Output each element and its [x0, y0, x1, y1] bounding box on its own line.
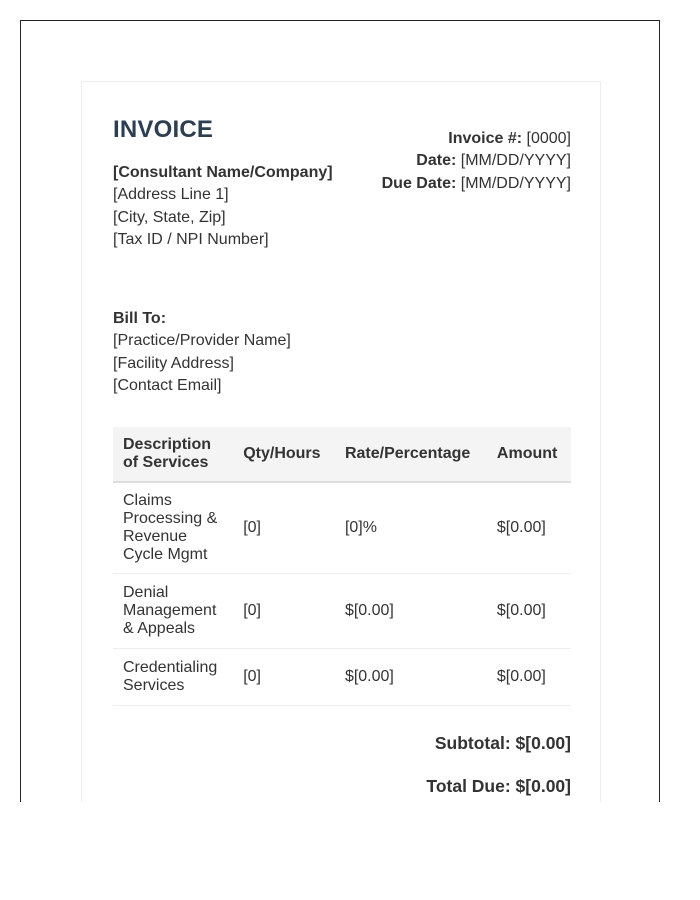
- header-amount: Amount: [487, 427, 571, 482]
- consultant-name: [Consultant Name/Company]: [113, 164, 333, 181]
- bill-to-facility-address: [Facility Address]: [113, 354, 234, 372]
- cell-qty: [0]: [233, 482, 335, 574]
- bill-to-section: [113, 308, 291, 398]
- invoice-card: [81, 81, 601, 802]
- cell-amount: $[0.00]: [487, 649, 571, 706]
- cell-amount: $[0.00]: [487, 574, 571, 649]
- consultant-info: [113, 162, 333, 252]
- total-due: Total Due: $[0.00]: [426, 776, 571, 796]
- invoice-date-row: [382, 150, 571, 172]
- totals-section: [426, 732, 571, 818]
- consultant-address-line-1: [Address Line 1]: [113, 186, 229, 204]
- due-date-row: [382, 173, 571, 195]
- invoice-number-value: [0000]: [522, 130, 571, 147]
- cell-amount: $[0.00]: [487, 482, 571, 574]
- table-row: [113, 482, 571, 574]
- consultant-tax-id: [Tax ID / NPI Number]: [113, 231, 269, 249]
- cell-rate: [0]%: [335, 482, 487, 574]
- invoice-number-row: [382, 128, 571, 150]
- due-date-value: [MM/DD/YYYY]: [456, 174, 571, 192]
- invoice-meta: [382, 128, 571, 195]
- cell-description: Denial Management & Appeals: [113, 574, 233, 649]
- cell-qty: [0]: [233, 574, 335, 649]
- table-row: [113, 649, 571, 706]
- consultant-city-state-zip: [City, State, Zip]: [113, 208, 226, 226]
- invoice-date-value: [MM/DD/YYYY]: [456, 152, 571, 170]
- cell-qty: [0]: [233, 649, 335, 706]
- bill-to-contact-email: [Contact Email]: [113, 377, 222, 395]
- subtotal: Subtotal: $[0.00]: [434, 733, 571, 753]
- cell-rate: $[0.00]: [335, 649, 487, 706]
- due-date-label: Due Date:: [381, 174, 457, 192]
- invoice-number-label: Invoice #:: [448, 130, 523, 147]
- invoice-title: INVOICE: [113, 116, 214, 143]
- bill-to-provider-name: [Practice/Provider Name]: [113, 332, 291, 350]
- header-qty-hours: Qty/Hours: [233, 427, 335, 482]
- invoice-date-label: Date:: [416, 152, 457, 170]
- cell-rate: $[0.00]: [335, 574, 487, 649]
- table-header-row: [113, 427, 571, 482]
- cell-description: Claims Processing & Revenue Cycle Mgmt: [113, 482, 233, 574]
- table-row: [113, 574, 571, 649]
- bill-to-heading: Bill To:: [113, 310, 167, 327]
- cell-description: Credentialing Services: [113, 649, 233, 706]
- services-table: [113, 427, 571, 706]
- header-description: Description of Services: [113, 427, 233, 482]
- header-rate-percentage: Rate/Percentage: [335, 427, 487, 482]
